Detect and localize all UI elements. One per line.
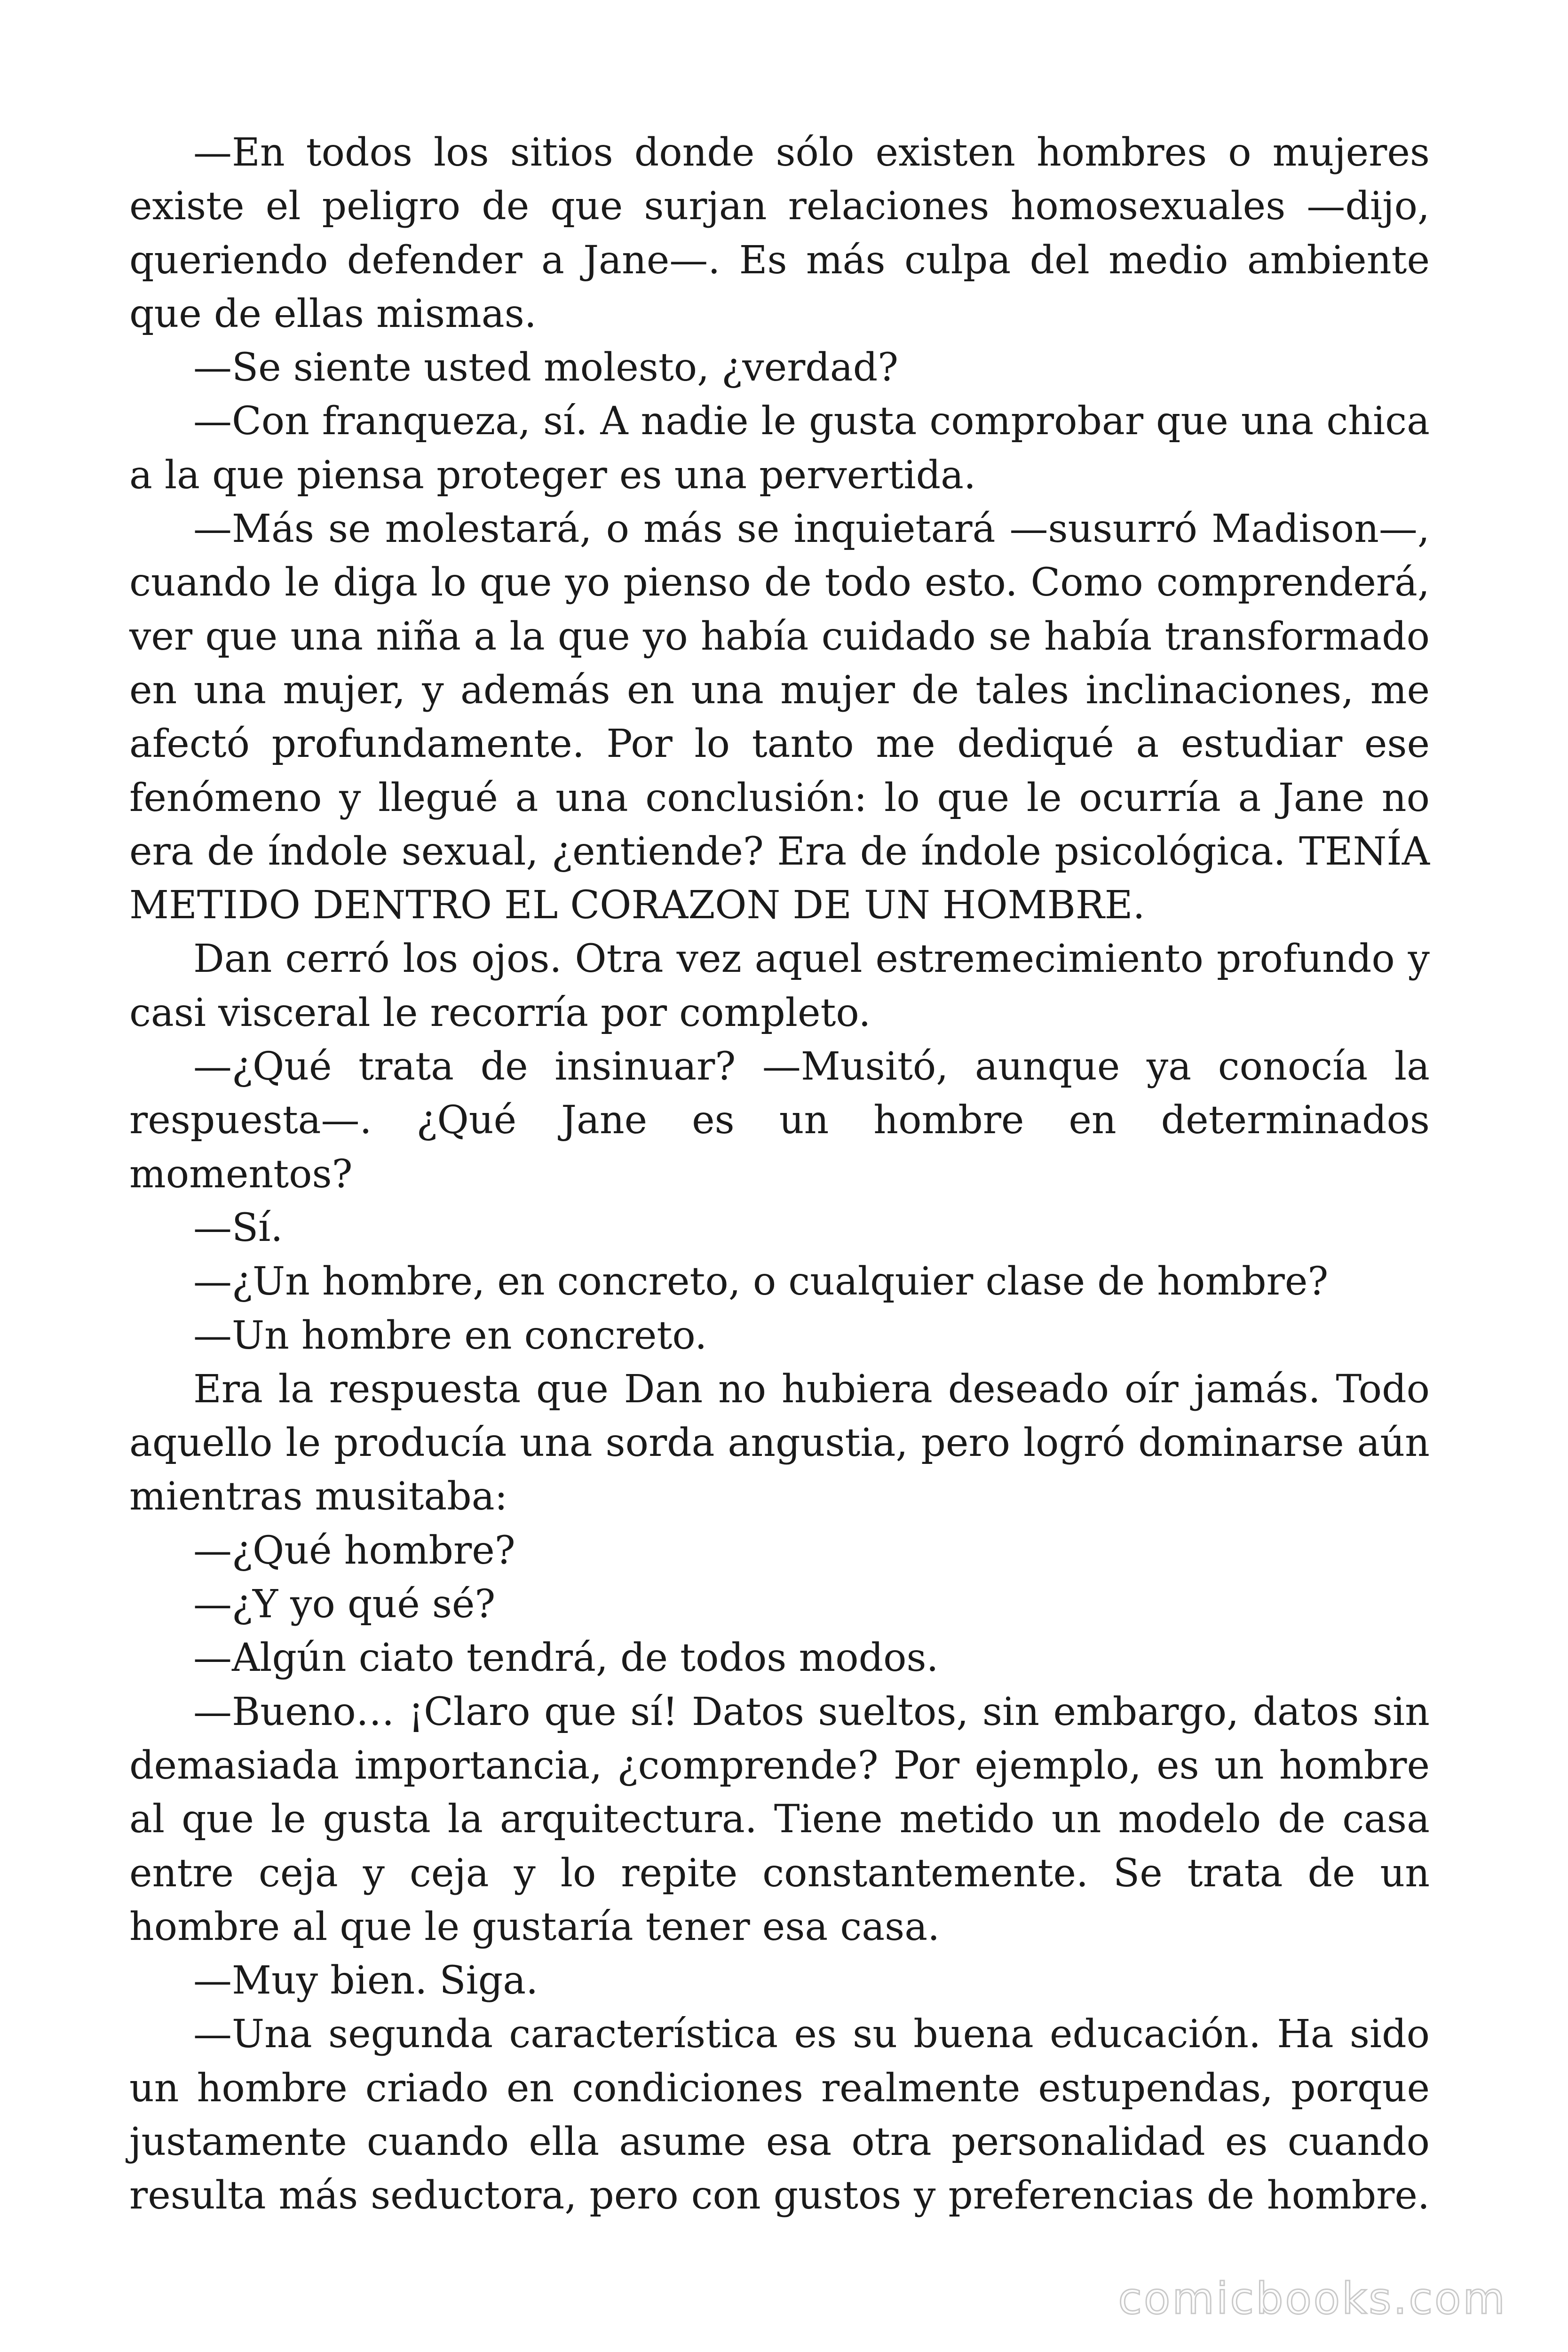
paragraph: —Muy bien. Siga. bbox=[193, 1958, 539, 2003]
paragraph: —Bueno… ¡Claro que sí! Datos sueltos, sin embargo, datos sin demasiada importancia, ¿comprende? Por ejemplo, es un hombre al que le gusta la arquitectura. Tiene metido un modelo de casa entre ceja y ceja y lo repite constantemente. Se trata de un hombre al que le gustaría tener esa casa. bbox=[129, 1689, 1430, 1949]
page-body bbox=[129, 126, 1430, 2223]
paragraph: —Se siente usted molesto, ¿verdad? bbox=[193, 345, 899, 390]
paragraph: —Una segunda característica es su buena educación. Ha sido un hombre criado en condiciones realmente estupendas, porque justamente cuando ella asume esa otra personalidad es cuando resulta más seductora, pero con gustos y preferencias de hombre. bbox=[129, 2012, 1430, 2218]
paragraph: —¿Un hombre, en concreto, o cualquier clase de hombre? bbox=[193, 1259, 1329, 1304]
paragraph: —Con franqueza, sí. A nadie le gusta comprobar que una chica a la que piensa proteger es una pervertida. bbox=[129, 399, 1430, 498]
paragraph: —Un hombre en concreto. bbox=[193, 1313, 707, 1358]
paragraph: —En todos los sitios donde sólo existen hombres o mujeres existe el peligro de que surjan relaciones homosexuales —dijo, queriendo defender a Jane—. Es más culpa del medio ambiente que de ellas mismas. bbox=[129, 130, 1430, 336]
paragraph: Era la respuesta que Dan no hubiera deseado oír jamás. Todo aquello le producía una sorda angustia, pero logró dominarse aún mientras musitaba: bbox=[129, 1367, 1430, 1519]
watermark: comicbooks.com bbox=[1118, 2273, 1507, 2324]
paragraph: —Más se molestará, o más se inquietará —susurró Madison—, cuando le diga lo que yo pienso de todo esto. Como comprenderá, ver que una niña a la que yo había cuidado se había transformado en una mujer, y además en una mujer de tales inclinaciones, me afectó profundamente. Por lo tanto me dediqué a estudiar ese fenómeno y llegué a una conclusión: lo que le ocurría a Jane no era de índole sexual, ¿entiende? Era de índole psicológica. TENÍA METIDO DENTRO EL CORAZON DE UN HOMBRE. bbox=[129, 507, 1430, 928]
paragraph: —¿Qué trata de insinuar? —Musitó, aunque ya conocía la respuesta—. ¿Qué Jane es un hombre en determinados momentos? bbox=[129, 1044, 1430, 1197]
paragraph: —Algún ciato tendrá, de todos modos. bbox=[193, 1636, 939, 1681]
paragraph: —¿Qué hombre? bbox=[193, 1528, 515, 1573]
paragraph: —¿Y yo qué sé? bbox=[193, 1582, 496, 1627]
paragraph: Dan cerró los ojos. Otra vez aquel estremecimiento profundo y casi visceral le recorría por completo. bbox=[129, 937, 1430, 1035]
paragraph: —Sí. bbox=[193, 1205, 283, 1250]
